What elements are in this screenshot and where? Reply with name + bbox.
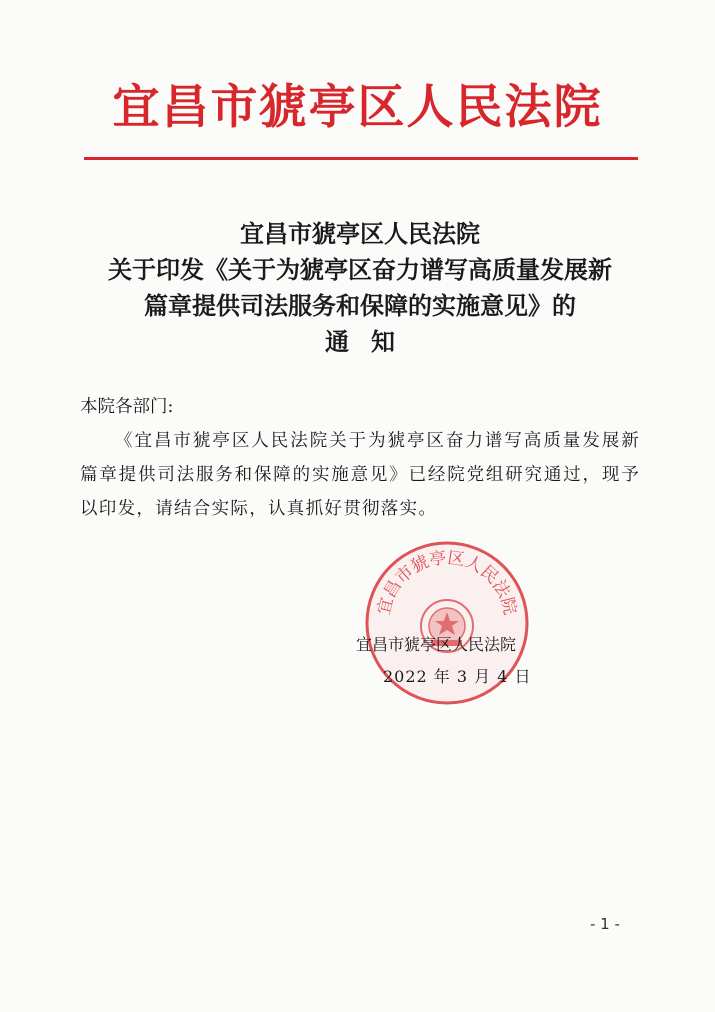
- title-line-4: 通知: [325, 327, 417, 356]
- document-body: [80, 390, 640, 526]
- title-line-1: 宜昌市猇亭区人民法院: [240, 219, 480, 248]
- header-title: 宜昌市猇亭区人民法院: [112, 80, 603, 135]
- title-line-2: 关于印发《关于为猇亭区奋力谱写高质量发展新: [108, 255, 612, 284]
- document-title: [80, 216, 640, 360]
- seal-arc-text: 宜昌市猇亭区人民法院: [374, 548, 520, 617]
- page-number: - 1 -: [590, 915, 620, 933]
- salutation: 本院各部门:: [80, 397, 174, 417]
- body-paragraph: 《宜昌市猇亭区人民法院关于为猇亭区奋力谱写高质量发展新篇章提供司法服务和保障的实施意见》已经院党组研究通过，现予以印发，请结合实际，认真抓好贯彻落实。: [80, 431, 640, 519]
- title-line-3: 篇章提供司法服务和保障的实施意见》的: [144, 291, 576, 320]
- signature-date: 2022 年 3 月 4 日: [383, 667, 532, 686]
- signature-organization: 宜昌市猇亭区人民法院: [356, 635, 517, 654]
- header-red-rule: [84, 157, 638, 160]
